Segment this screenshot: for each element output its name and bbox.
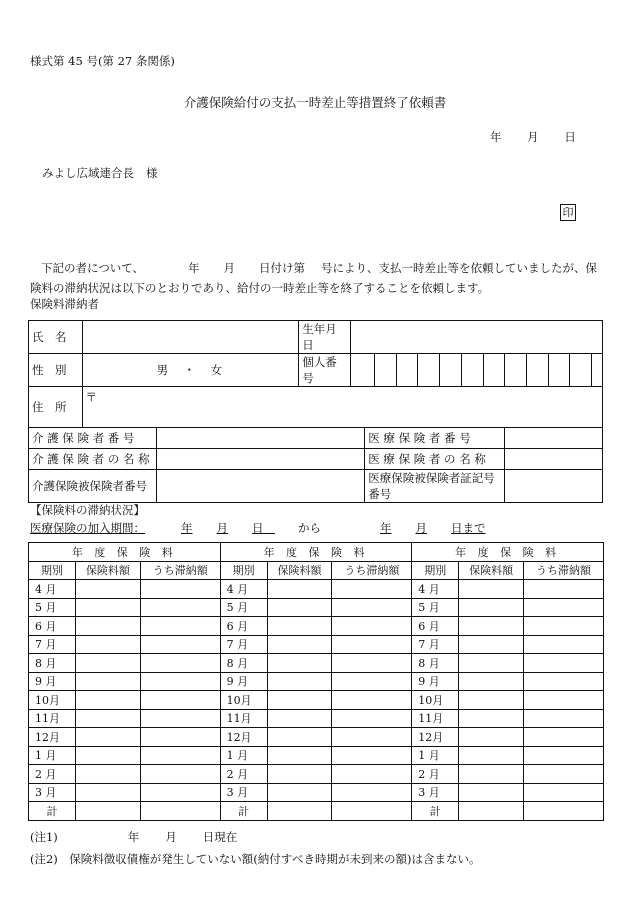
- name-field[interactable]: [82, 321, 299, 354]
- care-insured-number-label: 介護保険被保険者番号: [29, 470, 157, 503]
- month-label: 12月: [412, 728, 459, 747]
- month-label: 3 月: [220, 783, 267, 802]
- month-label: 10月: [412, 691, 459, 710]
- month-row: [29, 691, 604, 710]
- arrears-amount-cell[interactable]: [140, 783, 220, 802]
- personal-number-digit[interactable]: [591, 354, 602, 387]
- premium-amount-cell[interactable]: [459, 765, 524, 784]
- medical-insurer-name-label: 医 療 保 険 者 の 名 称: [365, 449, 505, 470]
- personal-number-digit[interactable]: [396, 354, 418, 387]
- premium-amount-cell[interactable]: [267, 617, 332, 636]
- care-insurer-number-label: 介 護 保 険 者 番 号: [29, 428, 157, 449]
- date-month: 月: [527, 130, 539, 144]
- arrears-amount-cell[interactable]: [524, 802, 604, 821]
- period-until: 日まで: [451, 521, 486, 535]
- month-label: 7 月: [412, 635, 459, 654]
- form-number: 様式第 45 号(第 27 条関係): [30, 54, 175, 68]
- col-period: 期別: [220, 561, 267, 580]
- premium-amount-cell[interactable]: [459, 580, 524, 599]
- arrears-amount-cell[interactable]: [332, 617, 412, 636]
- arrears-amount-cell[interactable]: [140, 635, 220, 654]
- arrears-amount-cell[interactable]: [524, 746, 604, 765]
- arrears-amount-cell[interactable]: [332, 654, 412, 673]
- arrears-amount-cell[interactable]: [524, 617, 604, 636]
- care-insurer-number-field[interactable]: [157, 428, 365, 449]
- note-1-end: 日現在: [202, 830, 238, 844]
- month-label: 1 月: [412, 746, 459, 765]
- date-line: [490, 129, 598, 145]
- col-amount: 保険料額: [267, 561, 332, 580]
- arrears-amount-cell[interactable]: [332, 728, 412, 747]
- arrears-amount-cell[interactable]: [524, 580, 604, 599]
- request-paragraph: [30, 258, 602, 298]
- fiscal-year-header: 年 度 保 険 料: [29, 543, 221, 562]
- personal-number-digit[interactable]: [526, 354, 548, 387]
- address-field[interactable]: [82, 387, 603, 428]
- month-label: 6 月: [412, 617, 459, 636]
- enrollment-period-line: [30, 520, 486, 536]
- medical-insurer-number-field[interactable]: [505, 428, 603, 449]
- month-label: 5 月: [220, 598, 267, 617]
- arrears-amount-cell[interactable]: [332, 802, 412, 821]
- month-label: 4 月: [412, 580, 459, 599]
- note-1-label: (注1): [30, 830, 58, 844]
- premium-amount-cell[interactable]: [75, 691, 140, 710]
- period-year-end: 年: [380, 521, 392, 535]
- premium-amount-cell[interactable]: [75, 617, 140, 636]
- premium-amount-cell[interactable]: [75, 802, 140, 821]
- period-month-end: 月: [415, 521, 427, 535]
- document-title: 介護保険給付の支払一時差止等措置終了依頼書: [183, 95, 447, 110]
- month-label: 12月: [220, 728, 267, 747]
- gender-field[interactable]: 男 ・ 女: [82, 354, 299, 387]
- arrears-amount-cell[interactable]: [140, 709, 220, 728]
- body-part-4: 日付け第: [259, 261, 306, 275]
- body-part-2: 年: [188, 261, 200, 275]
- address-label: 住 所: [29, 387, 83, 428]
- col-amount: 保険料額: [459, 561, 524, 580]
- col-arrears: うち滞納額: [524, 561, 604, 580]
- fiscal-year-header: 年 度 保 険 料: [412, 543, 604, 562]
- gender-label: 性 別: [29, 354, 83, 387]
- period-year: 年: [181, 521, 193, 535]
- month-row: [29, 598, 604, 617]
- addressee-honorific: 様: [146, 166, 158, 180]
- premium-amount-cell[interactable]: [75, 765, 140, 784]
- personal-number-label: 個人番号: [299, 354, 351, 387]
- month-row: [29, 765, 604, 784]
- month-label: 2 月: [412, 765, 459, 784]
- month-label: 12月: [29, 728, 76, 747]
- arrears-amount-cell[interactable]: [140, 672, 220, 691]
- arrears-amount-cell[interactable]: [140, 728, 220, 747]
- premium-amount-cell[interactable]: [75, 728, 140, 747]
- arrears-amount-cell[interactable]: [140, 802, 220, 821]
- arrears-amount-cell[interactable]: [332, 635, 412, 654]
- col-period: 期別: [29, 561, 76, 580]
- month-label: 2 月: [29, 765, 76, 784]
- arrears-amount-cell[interactable]: [332, 691, 412, 710]
- payer-section-label: 保険料滞納者: [30, 297, 99, 311]
- arrears-amount-cell[interactable]: [332, 672, 412, 691]
- premium-amount-cell[interactable]: [459, 598, 524, 617]
- payer-info-table: [28, 320, 603, 503]
- month-label: 8 月: [220, 654, 267, 673]
- date-year: 年: [490, 130, 502, 144]
- personal-number-digit[interactable]: [351, 354, 375, 387]
- col-arrears: うち滞納額: [332, 561, 412, 580]
- arrears-amount-cell[interactable]: [332, 746, 412, 765]
- premium-amount-cell[interactable]: [267, 598, 332, 617]
- month-label: 3 月: [412, 783, 459, 802]
- premium-amount-cell[interactable]: [75, 709, 140, 728]
- premium-amount-cell[interactable]: [75, 635, 140, 654]
- premium-amount-cell[interactable]: [267, 709, 332, 728]
- premium-amount-cell[interactable]: [75, 746, 140, 765]
- enrollment-period-label: 医療保険の加入期間：: [30, 521, 145, 535]
- premium-amount-cell[interactable]: [267, 635, 332, 654]
- personal-number-digit[interactable]: [570, 354, 592, 387]
- arrears-amount-cell[interactable]: [524, 654, 604, 673]
- fiscal-year-header: 年 度 保 険 料: [220, 543, 412, 562]
- note-1: [30, 829, 237, 845]
- arrears-status-heading: 【保険料の滞納状況】: [30, 503, 145, 517]
- arrears-amount-cell[interactable]: [524, 598, 604, 617]
- premium-amount-cell[interactable]: [267, 746, 332, 765]
- month-label: 9 月: [220, 672, 267, 691]
- month-label: 7 月: [220, 635, 267, 654]
- month-row: [29, 672, 604, 691]
- arrears-amount-cell[interactable]: [332, 598, 412, 617]
- month-row: [29, 635, 604, 654]
- premium-amount-cell[interactable]: [75, 580, 140, 599]
- month-label: 6 月: [29, 617, 76, 636]
- arrears-amount-cell[interactable]: [140, 598, 220, 617]
- premium-amount-cell[interactable]: [267, 802, 332, 821]
- arrears-amount-cell[interactable]: [140, 617, 220, 636]
- arrears-amount-cell[interactable]: [524, 691, 604, 710]
- month-row: [29, 728, 604, 747]
- personal-number-digit[interactable]: [418, 354, 440, 387]
- premium-amount-cell[interactable]: [75, 672, 140, 691]
- arrears-amount-cell[interactable]: [140, 765, 220, 784]
- premium-amount-cell[interactable]: [459, 654, 524, 673]
- medical-insurer-number-label: 医 療 保 険 者 番 号: [365, 428, 505, 449]
- premium-amount-cell[interactable]: [459, 709, 524, 728]
- premium-amount-cell[interactable]: [267, 672, 332, 691]
- arrears-table: [28, 542, 604, 821]
- month-label: 11月: [220, 709, 267, 728]
- total-row: [29, 802, 604, 821]
- arrears-amount-cell[interactable]: [524, 672, 604, 691]
- col-arrears: うち滞納額: [140, 561, 220, 580]
- month-row: [29, 654, 604, 673]
- col-amount: 保険料額: [75, 561, 140, 580]
- premium-amount-cell[interactable]: [459, 617, 524, 636]
- arrears-amount-cell[interactable]: [332, 765, 412, 784]
- month-label: 8 月: [29, 654, 76, 673]
- arrears-amount-cell[interactable]: [524, 765, 604, 784]
- medical-insured-card-number-field[interactable]: [505, 470, 603, 503]
- month-row: [29, 746, 604, 765]
- premium-amount-cell[interactable]: [267, 765, 332, 784]
- premium-amount-cell[interactable]: [267, 728, 332, 747]
- arrears-amount-cell[interactable]: [140, 746, 220, 765]
- medical-insured-card-number-label: 医療保険被保険者証記号番号: [365, 470, 505, 503]
- month-label: 5 月: [29, 598, 76, 617]
- period-month: 月: [216, 521, 228, 535]
- care-insurer-name-label: 介 護 保 険 者 の 名 称: [29, 449, 157, 470]
- personal-number-digit[interactable]: [375, 354, 397, 387]
- arrears-amount-cell[interactable]: [524, 635, 604, 654]
- premium-amount-cell[interactable]: [267, 580, 332, 599]
- month-row: [29, 617, 604, 636]
- personal-number-digit[interactable]: [548, 354, 570, 387]
- name-label: 氏 名: [29, 321, 83, 354]
- total-label: 計: [29, 802, 76, 821]
- month-label: 4 月: [220, 580, 267, 599]
- month-label: 7 月: [29, 635, 76, 654]
- premium-amount-cell[interactable]: [267, 783, 332, 802]
- premium-amount-cell[interactable]: [459, 802, 524, 821]
- birth-label: 生年月日: [299, 321, 351, 354]
- period-from: から: [298, 521, 321, 535]
- premium-amount-cell[interactable]: [459, 635, 524, 654]
- personal-number-digit[interactable]: [483, 354, 505, 387]
- month-label: 3 月: [29, 783, 76, 802]
- note-2: (注2) 保険料徴収債権が発生していない額(納付すべき時期が未到来の額)は含まない。: [30, 852, 481, 866]
- arrears-amount-cell[interactable]: [332, 783, 412, 802]
- arrears-amount-cell[interactable]: [332, 580, 412, 599]
- premium-amount-cell[interactable]: [75, 654, 140, 673]
- month-row: [29, 783, 604, 802]
- month-label: 9 月: [29, 672, 76, 691]
- month-label: 11月: [29, 709, 76, 728]
- month-label: 5 月: [412, 598, 459, 617]
- body-part-3: 月: [223, 261, 236, 275]
- premium-amount-cell[interactable]: [459, 728, 524, 747]
- arrears-amount-cell[interactable]: [524, 783, 604, 802]
- total-label: 計: [220, 802, 267, 821]
- premium-amount-cell[interactable]: [459, 783, 524, 802]
- total-label: 計: [412, 802, 459, 821]
- premium-amount-cell[interactable]: [459, 672, 524, 691]
- month-label: 1 月: [220, 746, 267, 765]
- body-part-1: 下記の者について、: [41, 261, 145, 275]
- note-1-month: 月: [165, 830, 177, 844]
- premium-amount-cell[interactable]: [267, 654, 332, 673]
- addressee: [42, 165, 158, 181]
- arrears-amount-cell[interactable]: [140, 654, 220, 673]
- personal-number-digit[interactable]: [461, 354, 483, 387]
- month-row: [29, 580, 604, 599]
- care-insurer-name-field[interactable]: [157, 449, 365, 470]
- month-label: 8 月: [412, 654, 459, 673]
- personal-number-digit[interactable]: [440, 354, 462, 387]
- month-label: 2 月: [220, 765, 267, 784]
- arrears-amount-cell[interactable]: [140, 691, 220, 710]
- premium-amount-cell[interactable]: [459, 691, 524, 710]
- note-1-year: 年: [127, 830, 140, 844]
- arrears-amount-cell[interactable]: [524, 728, 604, 747]
- addressee-name: みよし広域連合長: [42, 166, 134, 180]
- premium-amount-cell[interactable]: [267, 691, 332, 710]
- arrears-amount-cell[interactable]: [140, 580, 220, 599]
- premium-amount-cell[interactable]: [75, 783, 140, 802]
- month-label: 6 月: [220, 617, 267, 636]
- body-part-5: 号により、支払一時差止等を依頼していましたが、保険料の滞納状況は以下のとおりであり、給付の一時差止等を終了することを依頼します。: [30, 261, 598, 295]
- arrears-amount-cell[interactable]: [524, 709, 604, 728]
- seal-stamp: 印: [560, 204, 576, 221]
- arrears-amount-cell[interactable]: [332, 709, 412, 728]
- date-day: 日: [564, 130, 576, 144]
- month-label: 1 月: [29, 746, 76, 765]
- month-label: 10月: [29, 691, 76, 710]
- month-label: 9 月: [412, 672, 459, 691]
- personal-number-digit[interactable]: [505, 354, 527, 387]
- period-day: 日: [252, 521, 264, 535]
- care-insured-number-field[interactable]: [157, 470, 365, 503]
- medical-insurer-name-field[interactable]: [505, 449, 603, 470]
- col-period: 期別: [412, 561, 459, 580]
- month-label: 4 月: [29, 580, 76, 599]
- month-label: 10月: [220, 691, 267, 710]
- month-row: [29, 709, 604, 728]
- premium-amount-cell[interactable]: [459, 746, 524, 765]
- postal-mark: 〒: [85, 390, 97, 404]
- premium-amount-cell[interactable]: [75, 598, 140, 617]
- birth-field[interactable]: [351, 321, 603, 354]
- month-label: 11月: [412, 709, 459, 728]
